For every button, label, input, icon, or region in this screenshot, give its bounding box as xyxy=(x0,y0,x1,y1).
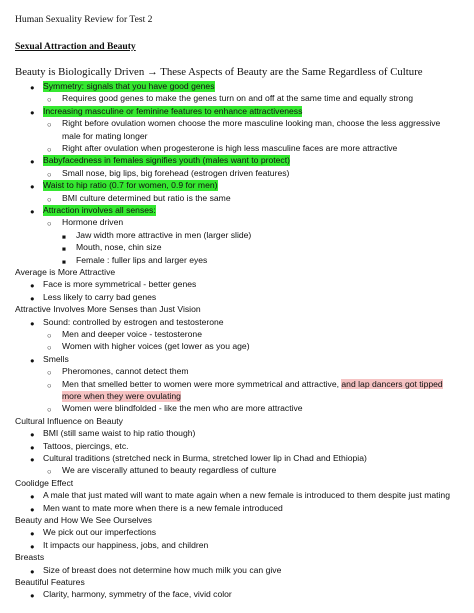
outline-item xyxy=(0,255,474,267)
outline-item xyxy=(0,428,474,440)
outline-heading xyxy=(0,552,474,564)
outline-text: Sound: controlled by estrogen and testosterone xyxy=(43,316,224,327)
outline-text: Female : fuller lips and larger eyes xyxy=(76,254,208,265)
outline-text: Tattoos, piercings, etc. xyxy=(43,440,129,451)
outline-text: Average is More Attractive xyxy=(15,267,116,277)
outline-heading xyxy=(0,304,474,316)
outline-text: Right after ovulation when progesterone is high less masculine faces are more attractive xyxy=(62,143,398,153)
outline-text: Size of breast does not determine how much milk you can give xyxy=(43,564,282,575)
outline-text: BMI (still same waist to hip ratio though) xyxy=(43,428,196,439)
bullet-circle-icon: ○ xyxy=(47,405,52,415)
bullet-circle-icon: ○ xyxy=(47,95,52,105)
outline-heading xyxy=(0,478,474,490)
outline-text: Mouth, nose, chin size xyxy=(76,242,162,253)
outline-item xyxy=(0,118,474,130)
outline-item xyxy=(0,379,474,391)
outline-item xyxy=(0,354,474,366)
outline-item xyxy=(0,465,474,477)
bullet-dot-icon: ● xyxy=(30,107,35,117)
bullet-dot-icon: ● xyxy=(30,492,35,502)
outline-text: Babyfacedness in females signifies youth (males want to protect) xyxy=(43,155,290,166)
outline-item xyxy=(0,341,474,353)
outline-text: Small nose, big lips, big forehead (estrogen driven features) xyxy=(62,167,290,178)
bullet-dot-icon: ● xyxy=(30,442,35,452)
outline-text: Symmetry: signals that you have good genes xyxy=(43,81,215,91)
outline-item xyxy=(0,317,474,329)
section-subheading: Beauty is Biologically Driven → These Aspects of Beauty are the Same Regardless of Culture xyxy=(15,66,423,78)
outline-text: Jaw width more attractive in men (larger slide) xyxy=(76,229,252,240)
bullet-dot-icon: ● xyxy=(30,83,35,92)
bullet-dot-icon: ● xyxy=(30,207,35,216)
outline-text: Coolidge Effect xyxy=(15,477,74,488)
outline-item xyxy=(0,403,474,415)
outline-text: Men that smelled better to women were more symmetrical and attractive, and lap dancers got tipped xyxy=(62,378,443,389)
outline-item xyxy=(0,168,474,180)
outline-item xyxy=(0,143,474,155)
bullet-dot-icon: ● xyxy=(30,566,35,576)
bullet-dot-icon: ● xyxy=(30,430,35,440)
outline-item xyxy=(0,155,474,167)
outline-text: Waist to hip ratio (0.7 for women, 0.9 for men) xyxy=(43,180,218,191)
outline-item xyxy=(0,527,474,539)
outline-item xyxy=(0,391,474,403)
outline-heading xyxy=(0,577,474,589)
section-heading: Sexual Attraction and Beauty xyxy=(15,41,136,52)
bullet-dot-icon: ● xyxy=(30,281,35,291)
outline-text: Cultural traditions (stretched neck in Burma, stretched lower lip in Chad and Ethiopia) xyxy=(43,453,367,463)
outline-text: We pick out our imperfections xyxy=(43,527,157,538)
outline-text: Beauty and How We See Ourselves xyxy=(15,515,152,525)
bullet-square-icon: ■ xyxy=(62,233,66,241)
outline-text: It impacts our happiness, jobs, and children xyxy=(43,539,209,550)
outline-text: Women were blindfolded - like the men who are more attractive xyxy=(62,403,303,414)
outline-text: Hormone driven xyxy=(62,217,124,228)
outline-text: Smells xyxy=(43,353,69,364)
outline-text: Increasing masculine or feminine features to enhance attractiveness xyxy=(43,105,303,116)
outline-text: BMI culture determined but ratio is the same xyxy=(62,192,231,203)
outline-text: Less likely to carry bad genes xyxy=(43,291,157,302)
bullet-dot-icon: ● xyxy=(30,541,35,551)
bullet-dot-icon: ● xyxy=(30,318,35,328)
outline-item xyxy=(0,131,474,143)
outline-heading xyxy=(0,416,474,428)
bullet-circle-icon: ○ xyxy=(47,120,52,130)
bullet-dot-icon: ● xyxy=(30,293,35,303)
bullet-dot-icon: ● xyxy=(30,529,35,539)
outline-item xyxy=(0,292,474,304)
outline-text: We are viscerally attuned to beauty regardless of culture xyxy=(62,465,277,476)
outline-text: Right before ovulation women choose the more masculine looking man, choose the less aggressive xyxy=(62,118,441,129)
bullet-circle-icon: ○ xyxy=(47,194,52,204)
outline-item xyxy=(0,217,474,229)
outline-item xyxy=(0,490,474,502)
outline-text: Beautiful Features xyxy=(15,577,85,587)
outline-text: Attractive Involves More Senses than Just Vision xyxy=(15,304,201,315)
outline-item xyxy=(0,193,474,205)
bullet-circle-icon: ○ xyxy=(47,380,52,390)
outline-heading xyxy=(0,515,474,527)
outline-heading xyxy=(0,267,474,279)
outline-item xyxy=(0,242,474,254)
outline-text: more when they were ovulating xyxy=(62,391,181,401)
bullet-circle-icon: ○ xyxy=(47,467,52,477)
bullet-square-icon: ■ xyxy=(62,246,66,254)
outline-item xyxy=(0,453,474,465)
outline-item xyxy=(0,366,474,378)
outline-item xyxy=(0,279,474,291)
outline-item xyxy=(0,503,474,515)
outline-text: Men and deeper voice - testosterone xyxy=(62,329,202,339)
outline-text: male for mating longer xyxy=(62,130,148,141)
outline-item xyxy=(0,93,474,105)
outline-item xyxy=(0,329,474,341)
bullet-dot-icon: ● xyxy=(30,455,35,464)
outline-text: Cultural Influence on Beauty xyxy=(15,415,123,426)
bullet-dot-icon: ● xyxy=(30,355,35,365)
outline-item xyxy=(0,230,474,242)
outline-item xyxy=(0,540,474,552)
bullet-circle-icon: ○ xyxy=(47,368,52,378)
outline-text: Men want to mate more when there is a new female introduced xyxy=(43,502,283,513)
bullet-dot-icon: ● xyxy=(30,504,35,514)
outline-text: Face is more symmetrical - better genes xyxy=(43,279,197,290)
outline-text: Clarity, harmony, symmetry of the face, vivid color xyxy=(43,589,232,600)
bullet-dot-icon: ● xyxy=(30,157,35,167)
bullet-dot-icon: ● xyxy=(30,591,35,601)
outline-text: A male that just mated will want to mate again when a new female is introduced to them despite just mating xyxy=(43,490,450,501)
outline-item xyxy=(0,441,474,453)
outline-item xyxy=(0,180,474,192)
bullet-dot-icon: ● xyxy=(30,182,35,192)
outline-item xyxy=(0,589,474,601)
outline-text: Pheromones, cannot detect them xyxy=(62,366,189,377)
bullet-circle-icon: ○ xyxy=(47,219,52,229)
outline-text: Requires good genes to make the genes turn on and off at the same time and equally strong xyxy=(62,93,413,104)
highlighted-text: and lap dancers got tipped xyxy=(341,378,443,389)
outline-text: Attraction involves all senses: xyxy=(43,205,156,215)
outline-item xyxy=(0,81,474,93)
bullet-square-icon: ■ xyxy=(62,258,66,266)
bullet-circle-icon: ○ xyxy=(47,331,52,340)
outline-item xyxy=(0,106,474,118)
outline-item xyxy=(0,205,474,217)
document-title: Human Sexuality Review for Test 2 xyxy=(15,14,153,25)
outline-text: Women with higher voices (get lower as you age) xyxy=(62,341,250,352)
bullet-circle-icon: ○ xyxy=(47,343,52,353)
bullet-circle-icon: ○ xyxy=(47,145,52,154)
outline-text: Breasts xyxy=(15,552,45,563)
outline-item xyxy=(0,565,474,577)
bullet-circle-icon: ○ xyxy=(47,169,52,179)
